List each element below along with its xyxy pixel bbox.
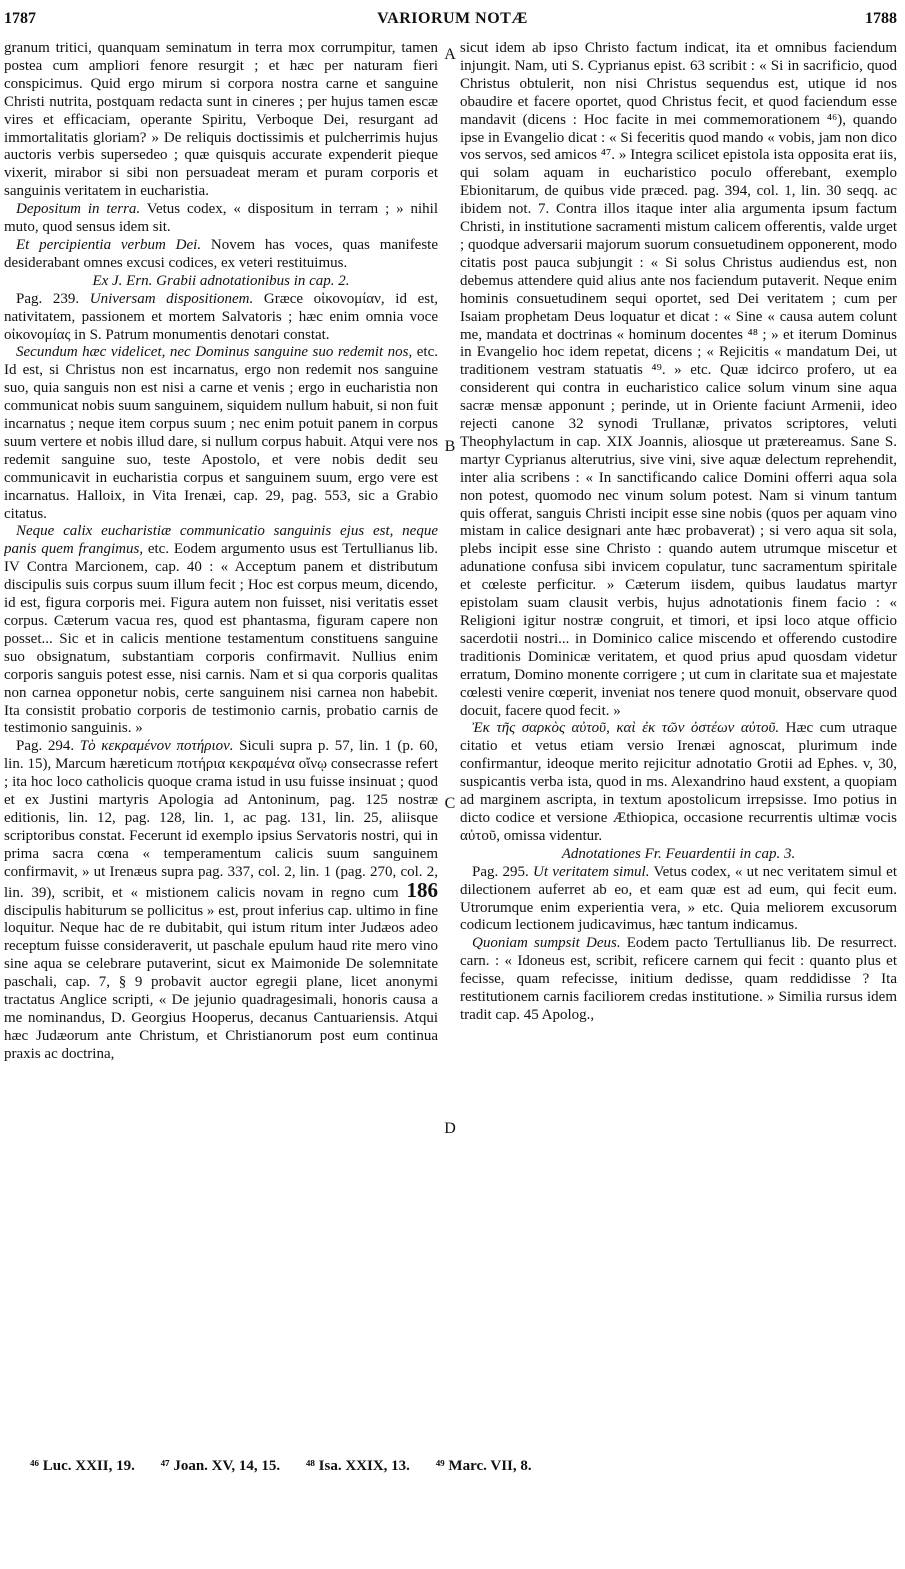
lemma: Quoniam sumpsit Deus.: [472, 935, 621, 952]
footnote: ⁴⁷ Joan. XV, 14, 15.: [160, 1458, 281, 1474]
note-text: Siculi supra p. 57, lin. 1 (p. 60, lin. 15), Marcum hæreticum ποτήρια κεκραμένα οἴνῳ consecrasse refert ; ita hoc loco catholicis quoque crama istud in usu fuisse insinuat ; quod et ex Justini martyris Apologia ad Antoninum, pag. 125 nostræ editionis, lin. 12, pag. 128, lin. 1, ac pag. 131, lin. 25, aliisque scriptoribus constat. Fecerunt id exemplo ipsius Servatoris nostri, qui in prima sacra cœna « temperamentum calicis suum sanguinem confirmavit, » ut Irenæus supra pag. 337, col. 2, lin. 1 (pag. 270, col. 2, lin. 39), scribit, et « mistionem calicis novam in regno cum: [4, 738, 438, 901]
paragraph: [460, 720, 897, 845]
section-heading: Ex J. Ern. Grabii adnotationibus in cap. 2.: [92, 272, 350, 289]
paragraph: [4, 523, 438, 738]
footnote: ⁴⁸ Isa. XXIX, 13.: [305, 1458, 410, 1474]
paragraph: sicut idem ab ipso Christo factum indicat, ita et omnibus faciendum injungit. Nam, uti S. Cyprianus epist. 63 scribit : « Si in sacrificio, quod Christus obtulerit, non nisi Christus sequendus est, utique id nos obaudire et facere oportet, quod Christus fecit, et quod faciendum esse mandavit (dicens : Hoc facite in mei commemorationem ⁴⁶), quando ipse in Evangelio dicat : « Si feceritis quod mando « vobis, jam non dico vos servos, sed amicos ⁴⁷. » Integra scilicet epistola ista opposita erat iis, qui solam aquam in eucharistico poculo offerebant, exemplo Ebionitarum, de quibus vide præced. pag. 394, col. 1, lin. 30 seqq. ac ibidem not. 7. Contra illos itaque inter alia argumenta ipsum factum Christi, in institutione sacramenti mistum calicem offerentis, valde urget ; quodque adversarii majorum suorum consuetudinem opponerent, modo citatis post pauca subjungit : « Si solus Christus audiendus est, non debemus attendere quid alius ante nos faciendum putaverit. Neque enim hominis consuetudinem sequi oportet, sed Dei veritatem ; cum per Isaiam prophetam Deus loquatur et dicat : « Sine « causa autem colunt me, mandata et doctrinas « hominum docentes ⁴⁸ ; » et iterum Dominus in Evangelio hoc idem repetat, dicens ; « Rejicitis « mandatum Dei, ut traditionem vestram statuatis ⁴⁹. » etc. Quæ idcirco profero, ut ea considerent qui contra in eucharistico calice solum vinum sine aqua sacræ mensæ apponunt ; perinde, ut in Oriente faciunt Armenii, ideo rejecti canone 32 synodi Trullanæ, privatos scriptores, veluti Theophylactum in cap. XIX Joannis, aliosque ut prætereamus. Sane S. martyr Cyprianus alterutrius, sive vini, sive aquæ delectum reprehendit, inter alia scribens : « In sanctificando calice Domini offerri aqua sola non potest, quomodo nec vinum solum potest. Nam si vinum tantum quis offerat, sanguis Christi incipit esse sine nobis (quos per aquam vino mistam in calice designari ante hæc probaverat) ; si vero aqua sit sola, plebs incipit esse sine Christo : quando autem utrumque miscetur et adunatione confusa sibi invicem copulatur, tunc sacramentum spiritale et cœleste perficitur. » Cæterum iisdem, quibus laudatus martyr epistolam suam clausit verbis, hujus adnotationis finem facio : « Religioni igitur nostræ congruit, et timori, et ipsi loco atque officio sacerdotii nostri... in Dominico calice miscendo et offerendo custodire traditionis Dominicæ veritatem, et quod prius apud quosdam videtur erratum, Domino monente corrigere ; ut cum in claritate sua et majestate cœlesti venire cœperit, inveniat nos tenere quod monuit, observare quod docuit, facere quod fecit. »: [460, 40, 897, 719]
margin-marker-c: C: [444, 795, 456, 812]
page-number-right: 1788: [865, 10, 897, 27]
note-text: Vetus codex, « dispositum in terram ; » nihil muto, quod sensus idem sit.: [4, 201, 438, 236]
paragraph: [4, 237, 438, 273]
lemma: Depositum in terra.: [16, 201, 141, 218]
page-reference: Pag. 239.: [16, 290, 80, 307]
page-reference: Pag. 295.: [472, 863, 529, 880]
paragraph: granum tritici, quanquam seminatum in terra mox corrumpitur, tamen postea cum ampliori fenore resurgit ; et hæc per naturam fieri conspicimus. Quid ergo mirum si corpora nostra carne et sanguine Christi nutrita, postquam redacta sunt in cineres ; per hujus tamen escæ vires et efficaciam, operante Spiritu, Verboque Dei, resurgant ad immortalitatis gloriam? » De reliquis doctissimis et pulcherrimis hujus auctoris verbis supersedeo ; quæ quisquis accurate expenderit pieque vixerit, mirabor si sibi non persuadeat meram et puram corporis et sanguinis veritatem in eucharistia.: [4, 40, 438, 200]
lemma: Ut veritatem simul.: [528, 863, 650, 880]
paragraph: [4, 291, 438, 345]
note-text: Eodem pacto Tertullianus lib. De resurrect. carn. : « Idoneus est, scribit, reficere carnem qui fecit : quanto plus et fecisse, quam refecisse, initium dedisse, quam reddidisse ? Ita restitutionem carnis faciliorem credas institutione. » Similia rursus idem tradit cap. 45 Apolog.,: [460, 935, 897, 1023]
note-text: discipulis habiturum se pollicitus » est, prout inferius cap. ultimo in fine loquitur. Neque hac de re dubitabit, qui istum ritum inter Judæos adeo receptum fuisse consideraverit, ut paschale epulum haud rite mero vino sine aqua se celebrare putaverint, sicut ex Maimonide De solemnitate paschali, cap. 7, § 9 probavit auctor egregii plane, licet anonymi tractatus Anglice scripti, « De jejunio quadragesimali, honoris causa a me nominandus, D. Georgius Hooperus, decanus Cantuariensis. Atqui hæc Judæorum ante Christum, et Christianorum post eum continua praxis ac doctrina,: [4, 902, 438, 1062]
lemma: Τὸ κεκραμένον ποτήριον.: [74, 738, 234, 755]
note-text: Græce οἰκονομίαν, id est, nativitatem, passionem et mortem Salvatoris ; hæc enim omnia voce οἰκονομίας in S. Patrum monumentis denotari constat.: [4, 290, 438, 343]
lemma: Secundum hæc videlicet, nec Dominus sanguine suo redemit nos,: [16, 344, 413, 361]
footnote: ⁴⁶ Luc. XXII, 19.: [30, 1458, 135, 1474]
paragraph: [4, 344, 438, 523]
page-reference: Pag. 294.: [16, 738, 75, 755]
section-heading: Adnotationes Fr. Feuardentii in cap. 3.: [561, 845, 796, 862]
note-text: Novem has voces, quas manifeste desiderabant omnes excusi codices, ex veteri restituimus.: [4, 236, 438, 271]
lemma: Neque calix eucharistiæ communicatio sanguinis ejus est, neque panis quem frangimus,: [4, 523, 438, 558]
lemma: Universam dispositionem.: [79, 290, 254, 307]
note-text: etc. Eodem argumento usus est Tertullianus lib. IV Contra Marcionem, cap. 40 : « Acceptum panem et distributum discipulis suis corpus suum illum fecit ; Hoc est corpus meum, dicendo, id est, figura corporis mei. Figura autem non fuisset, nisi veritatis esset corpus. Cæterum vacua res, quod est phantasma, figuram capere non posset... Sic et in calicis mentione testamentum constituens sanguine suo obsignatum, substantiam corporis confirmavit. Nullius enim corporis sanguis potest esse, nisi carnis. Nam et si qua corporis qualitas non carnea opponetur nobis, certe sanguinem nisi carnea non habebit. Ita consistit probatio corporis de testimonio carnis, probatio carnis de testimonio sanguinis. »: [4, 541, 438, 737]
right-column: [460, 40, 897, 1435]
margin-marker-b: B: [444, 438, 456, 455]
paragraph: [460, 935, 897, 1025]
page-header: [0, 0, 905, 30]
paragraph: [4, 201, 438, 237]
lemma: Ἐκ τῆς σαρκὸς αὐτοῦ, καὶ ἐκ τῶν ὀστέων αὐτοῦ.: [472, 720, 780, 737]
note-text: etc. Id est, si Christus non est incarnatus, ergo non redemit nos sanguine suo, quia sanguis non est nisi a carne et venis ; ergo in eucharistia non communicat nobis suum sanguinem, siquidem nullum habuit, si non fuit incarnatus ; neque item corpus suum ; nec enim potuit panem in corpus suum vertere et nobis illud dare, si nullum corpus habuit. Atqui vere nos redemit sanguine suo, teste Apostolo, et vere nobis dedit seu communicavit in eucharistia corpus et sanguinem suum, ergo vere est incarnatus. Halloix, in Vita Irenæi, cap. 29, pag. 553, sic a Grabio citatus.: [4, 344, 438, 522]
footnote: ⁴⁹ Marc. VII, 8.: [435, 1458, 532, 1474]
margin-marker-d: D: [444, 1120, 456, 1137]
note-text: Vetus codex, « ut nec veritatem simul et dilectionem auferret ab eo, et eam quæ est ad eum, qui fecit eum. Utrorumque enim experientia vera, » etc. Quia meliorem excusorum codicum lectionem judicavimus, hæc tantum indicamus.: [460, 863, 897, 934]
footnotes: [30, 1458, 890, 1475]
column-number: 186: [406, 877, 438, 902]
note-text: Hæc cum utraque citatio et vetus etiam versio Irenæi agnoscat, plurimum inde confirmantur, ideoque merito rejicitur adnotatio Grotii ad Ephes. v, 30, suspicantis verba ista, quod in ms. Alexandrino haud exstent, a quopiam ad marginem ascripta, in textum apostolicum irrepsisse. Imo potius in dicto codice et versione Æthiopica, occasione recurrentis ultimæ vocis αὐτοῦ, omissa videntur.: [460, 720, 897, 844]
paragraph: [460, 864, 897, 936]
margin-marker-a: A: [444, 46, 456, 63]
left-column: [4, 40, 438, 1435]
running-title: VARIORUM NOTÆ: [377, 10, 528, 27]
lemma: Et percipientia verbum Dei.: [16, 236, 202, 253]
page-number-left: 1787: [4, 10, 36, 27]
paragraph: [4, 738, 438, 1063]
